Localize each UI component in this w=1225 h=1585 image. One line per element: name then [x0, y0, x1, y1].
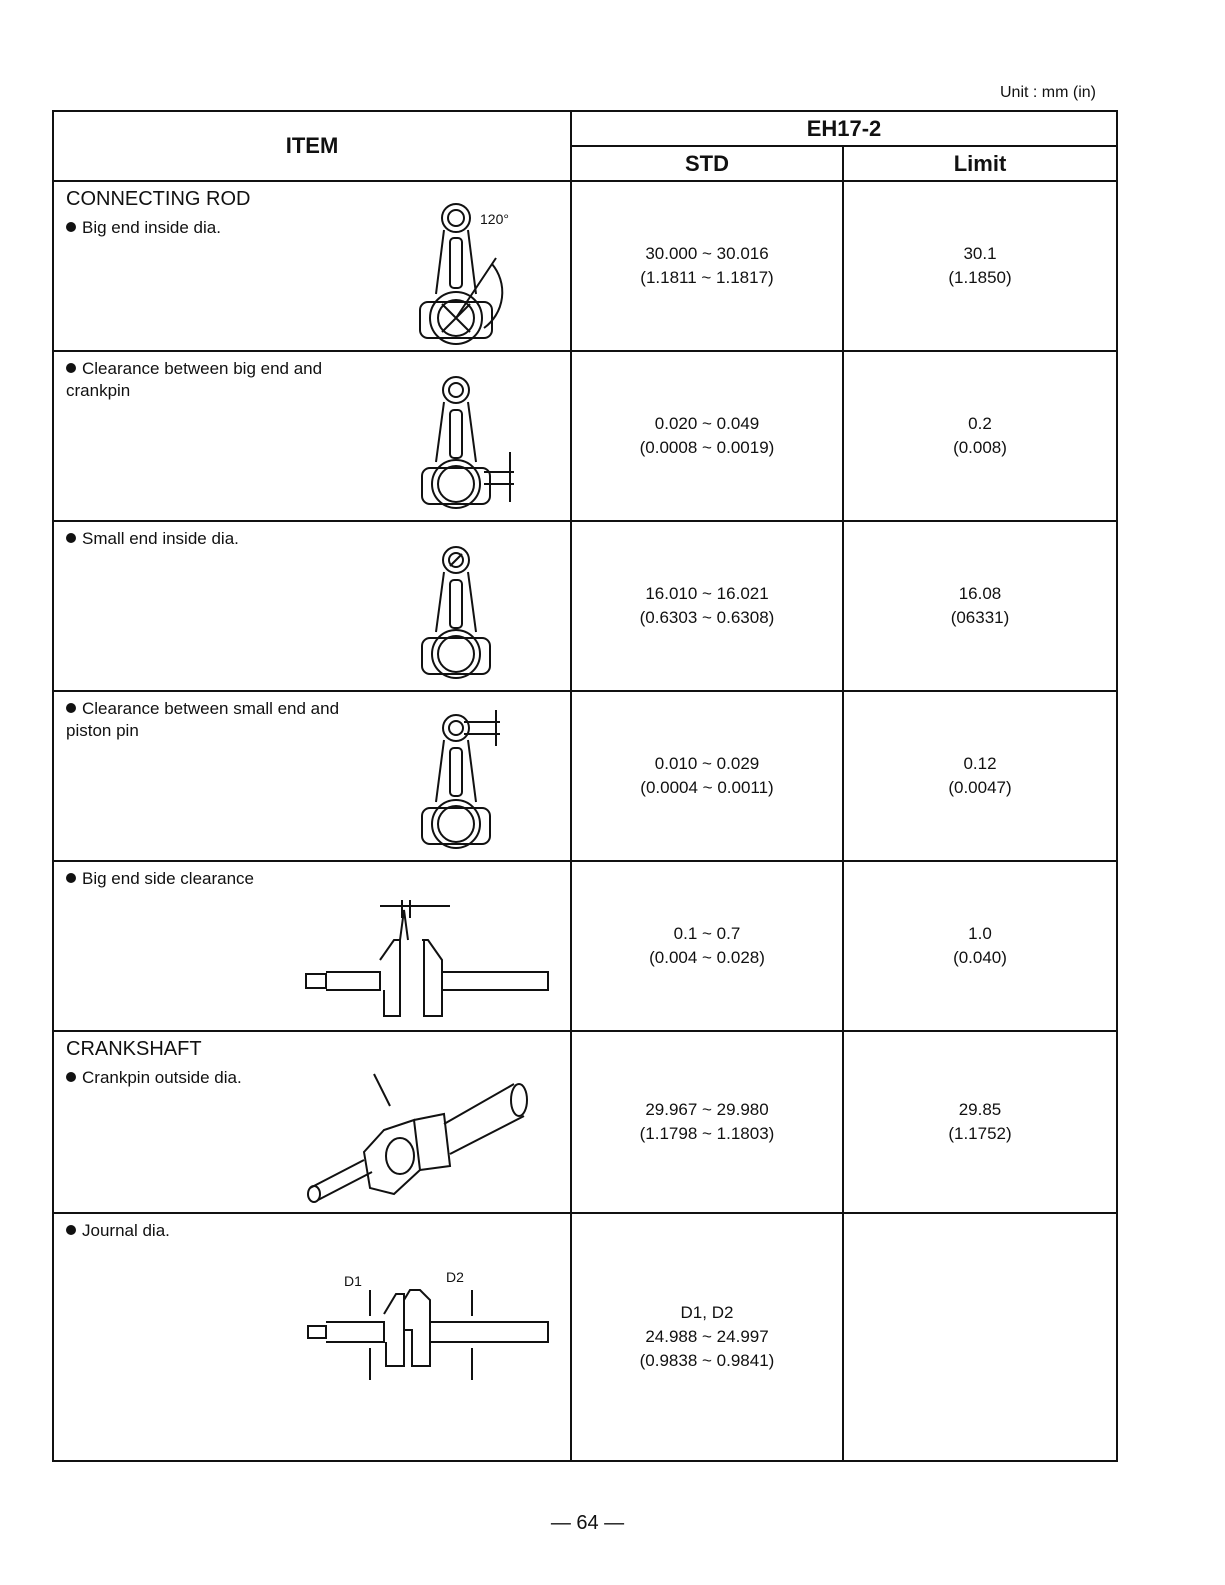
std-cell — [571, 861, 843, 1031]
std-cell — [571, 691, 843, 861]
angle-label — [476, 208, 536, 230]
table-row — [53, 861, 1117, 1031]
limit-value: 30.1 — [963, 244, 997, 263]
table-row — [53, 521, 1117, 691]
limit-cell — [843, 861, 1117, 1031]
item-label: Clearance between small end and piston pin — [66, 699, 340, 740]
limit-value-inch: (06331) — [950, 608, 1010, 627]
std-value: 24.988 ~ 24.997 — [645, 1327, 769, 1346]
limit-value-inch: (1.1850) — [948, 268, 1012, 287]
small-end-inside-dia-figure — [414, 542, 564, 684]
crankpin-outside-dia-figure — [304, 1060, 544, 1210]
limit-value: 0.2 — [968, 414, 992, 433]
std-value-inch: (0.6303 ~ 0.6308) — [639, 608, 775, 627]
limit-cell — [843, 691, 1117, 861]
std-cell — [571, 521, 843, 691]
table-row — [53, 691, 1117, 861]
std-value: 0.020 ~ 0.049 — [654, 414, 760, 433]
big-end-clearance-figure — [414, 372, 564, 514]
limit-header: Limit — [843, 146, 1117, 181]
table-row — [53, 181, 1117, 351]
item-label: Crankpin outside dia. — [54, 1061, 346, 1089]
limit-value: 29.85 — [958, 1100, 1002, 1119]
bullet-icon — [66, 703, 76, 713]
item-label: Journal dia. — [54, 1214, 346, 1242]
std-cell — [571, 1213, 843, 1461]
journal-dia-figure — [304, 1270, 554, 1390]
item-cell — [53, 351, 571, 521]
item-label: Small end inside dia. — [54, 522, 346, 550]
std-header: STD — [571, 146, 843, 181]
limit-cell — [843, 1213, 1117, 1461]
page-number: — 64 — — [550, 1512, 625, 1534]
item-label: Big end inside dia. — [54, 211, 346, 239]
limit-cell — [843, 521, 1117, 691]
std-value: 29.967 ~ 29.980 — [645, 1100, 769, 1119]
limit-value-inch: (1.1752) — [948, 1124, 1012, 1143]
std-value: 0.1 ~ 0.7 — [673, 924, 741, 943]
limit-value: 1.0 — [968, 924, 992, 943]
limit-value: 16.08 — [958, 584, 1002, 603]
section-connecting-rod: CONNECTING ROD — [66, 188, 251, 210]
d2-label: D2 — [446, 1270, 464, 1285]
std-cell — [571, 351, 843, 521]
std-value: 30.000 ~ 30.016 — [645, 244, 769, 263]
item-header: ITEM — [53, 111, 571, 181]
limit-value: 0.12 — [963, 754, 997, 773]
model-header: EH17-2 — [571, 111, 1117, 146]
item-label: Clearance between big end and crankpin — [66, 359, 323, 400]
unit-label: Unit : mm (in) — [1000, 84, 1096, 101]
std-value-inch: (0.0004 ~ 0.0011) — [640, 778, 774, 797]
small-end-clearance-figure — [414, 706, 564, 858]
big-end-side-clearance-figure — [304, 900, 554, 1028]
bullet-icon — [66, 1225, 76, 1235]
d1-label: D1 — [344, 1273, 362, 1289]
std-value: 16.010 ~ 16.021 — [645, 584, 769, 603]
bullet-icon — [66, 533, 76, 543]
item-cell — [53, 1031, 571, 1213]
item-cell — [53, 181, 571, 351]
limit-cell — [843, 181, 1117, 351]
item-cell — [53, 691, 571, 861]
std-value-inch: (0.9838 ~ 0.9841) — [639, 1351, 775, 1370]
std-value-inch: (1.1798 ~ 1.1803) — [639, 1124, 775, 1143]
limit-value-inch: (0.0047) — [948, 778, 1012, 797]
item-cell — [53, 1213, 571, 1461]
std-value: 0.010 ~ 0.029 — [654, 754, 760, 773]
limit-value-inch: (0.040) — [953, 948, 1007, 967]
std-value-inch: (0.0008 ~ 0.0019) — [639, 438, 775, 457]
item-cell — [53, 521, 571, 691]
limit-cell — [843, 351, 1117, 521]
bullet-icon — [66, 222, 76, 232]
spec-table — [52, 110, 1118, 1462]
std-cell — [571, 181, 843, 351]
item-cell — [53, 861, 571, 1031]
table-row — [53, 1031, 1117, 1213]
limit-value-inch: (0.008) — [953, 438, 1007, 457]
table-row — [53, 1213, 1117, 1461]
item-label: Big end side clearance — [54, 862, 346, 890]
svg-text:120°: 120° — [480, 211, 509, 227]
std-cell — [571, 1031, 843, 1213]
bullet-icon — [66, 1072, 76, 1082]
limit-cell — [843, 1031, 1117, 1213]
bullet-icon — [66, 363, 76, 373]
bullet-icon — [66, 873, 76, 883]
table-row — [53, 351, 1117, 521]
section-crankshaft: CRANKSHAFT — [66, 1038, 202, 1060]
std-value-inch: (0.004 ~ 0.028) — [649, 948, 765, 967]
std-value-label: D1, D2 — [680, 1303, 734, 1322]
std-value-inch: (1.1811 ~ 1.1817) — [640, 268, 774, 287]
